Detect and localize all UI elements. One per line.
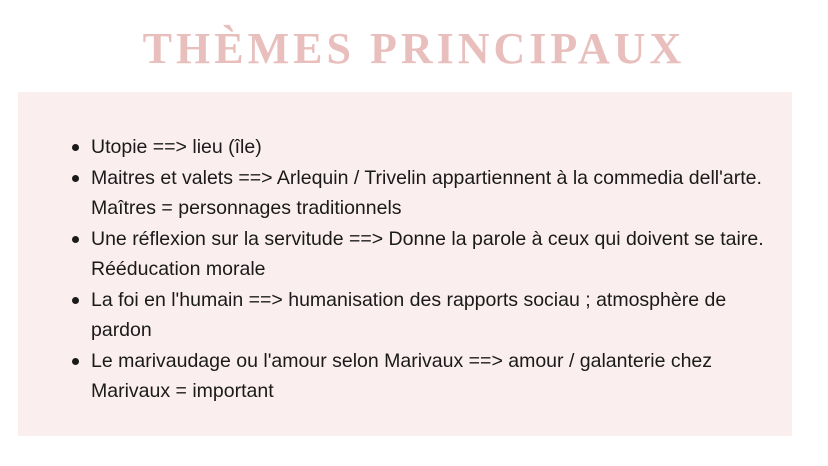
list-item bbox=[70, 132, 770, 163]
bullet-icon bbox=[72, 358, 79, 365]
list-item-text: Une réflexion sur la servitude ==> Donne la parole à ceux qui doivent se taire. Rééducation morale bbox=[91, 227, 764, 280]
bullet-icon bbox=[72, 297, 79, 304]
bullet-icon bbox=[72, 144, 79, 151]
list-item-text: Maitres et valets ==> Arlequin / Trivelin appartiennent à la commedia dell'arte. Maîtres = personnages traditionnels bbox=[91, 166, 762, 219]
list-item-text: La foi en l'humain ==> humanisation des rapports sociau ; atmosphère de pardon bbox=[91, 288, 727, 341]
list-item bbox=[70, 346, 770, 407]
bullet-icon bbox=[72, 175, 79, 182]
page-title: THÈMES PRINCIPAUX bbox=[142, 24, 686, 73]
bullet-icon bbox=[72, 236, 79, 243]
list-item-text: Le marivaudage ou l'amour selon Marivaux ==> amour / galanterie chez Marivaux = important bbox=[91, 349, 713, 402]
list-item bbox=[70, 224, 770, 285]
themes-list bbox=[70, 132, 770, 407]
list-item bbox=[70, 163, 770, 224]
content-panel bbox=[18, 92, 792, 436]
list-item-text: Utopie ==> lieu (île) bbox=[91, 136, 262, 158]
list-item bbox=[70, 285, 770, 346]
